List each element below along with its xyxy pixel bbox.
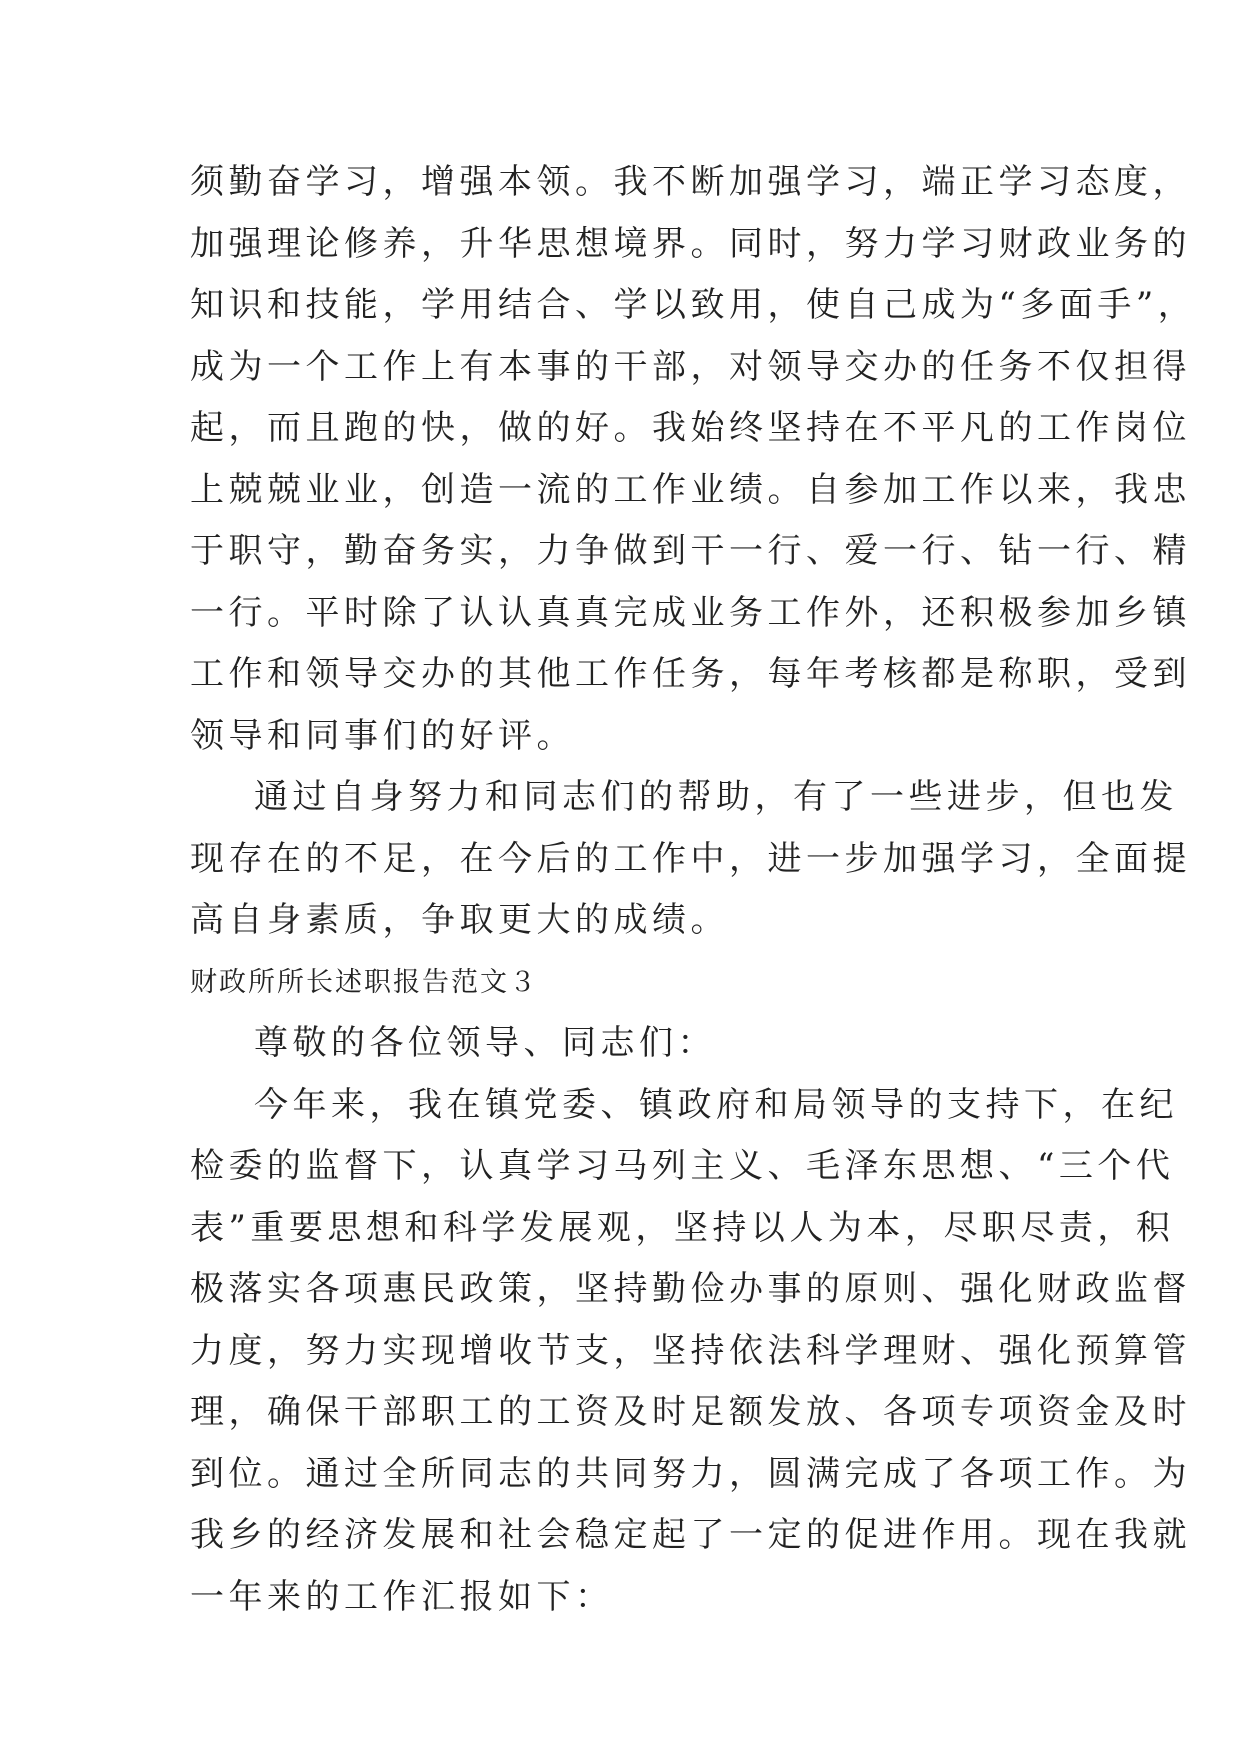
paragraph-line: 今年来，我在镇党委、镇政府和局领导的支持下，在纪 — [254, 1084, 1178, 1125]
paragraph-line: 一年来的工作汇报如下： — [190, 1576, 614, 1617]
paragraph-line: 理，确保干部职工的工资及时足额发放、各项专项资金及时 — [190, 1392, 1191, 1432]
section-heading: 财政所所长述职报告范文３ — [190, 966, 538, 998]
document-body — [190, 152, 1197, 1628]
paragraph-line: 我乡的经济发展和社会稳定起了一定的促进作用。现在我就 — [190, 1515, 1191, 1555]
paragraph-line: 通过自身努力和同志们的帮助，有了一些进步，但也发 — [254, 777, 1178, 817]
paragraph-line: 知识和技能，学用结合、学以致用，使自己成为“多面手”， — [190, 285, 1197, 325]
paragraph-line: 领导和同事们的好评。 — [190, 715, 575, 756]
paragraph-line: 须勤奋学习，增强本领。我不断加强学习，端正学习态度， — [190, 162, 1191, 202]
paragraph-line: 现存在的不足，在今后的工作中，进一步加强学习，全面提 — [190, 838, 1191, 879]
paragraph-line: 极落实各项惠民政策，坚持勤俭办事的原则、强化财政监督 — [190, 1269, 1191, 1309]
paragraph-line: 起，而且跑的快，做的好。我始终坚持在不平凡的工作岗位 — [190, 408, 1191, 448]
paragraph-line: 于职守，勤奋务实，力争做到干一行、爱一行、钻一行、精 — [190, 531, 1191, 571]
paragraph-line: 高自身素质，争取更大的成绩。 — [190, 900, 729, 940]
paragraph-line: 力度，努力实现增收节支，坚持依法科学理财、强化预算管 — [190, 1330, 1191, 1371]
paragraph-line: 到位。通过全所同志的共同努力，圆满完成了各项工作。为 — [190, 1453, 1191, 1494]
salutation: 尊敬的各位领导、同志们： — [254, 1023, 716, 1063]
paragraph-line: 上兢兢业业，创造一流的工作业绩。自参加工作以来，我忠 — [190, 469, 1191, 510]
paragraph-line: 工作和领导交办的其他工作任务，每年考核都是称职，受到 — [190, 654, 1191, 694]
paragraph-line: 一行。平时除了认认真真完成业务工作外，还积极参加乡镇 — [190, 592, 1191, 633]
paragraph-line: 检委的监督下，认真学习马列主义、毛泽东思想、“三个代 — [190, 1146, 1175, 1186]
paragraph-line: 表”重要思想和科学发展观，坚持以人为本，尽职尽责，积 — [190, 1207, 1175, 1248]
paragraph-line: 成为一个工作上有本事的干部，对领导交办的任务不仅担得 — [190, 346, 1191, 387]
paragraph-line: 加强理论修养，升华思想境界。同时，努力学习财政业务的 — [190, 223, 1191, 264]
